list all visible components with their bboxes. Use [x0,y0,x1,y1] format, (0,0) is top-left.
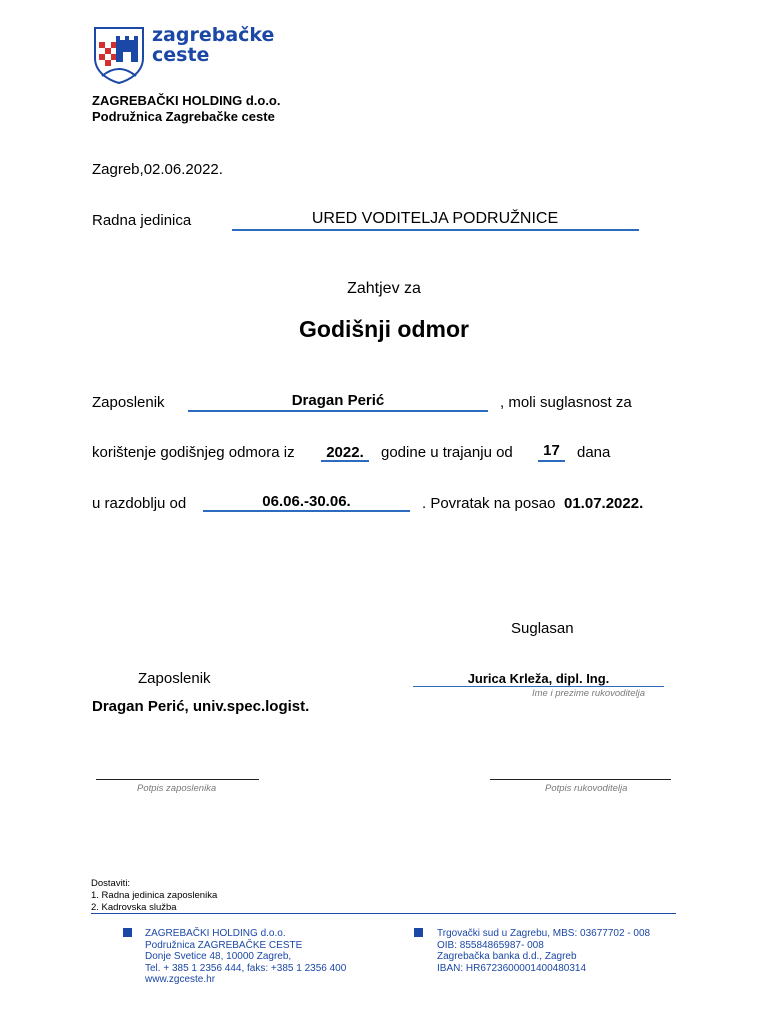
unit-value: URED VODITELJA PODRUŽNICE [311,210,559,227]
footer-right-line: OIB: 85584865987- 008 [437,939,544,951]
footer-website-link[interactable]: www.zgceste.hr [145,974,216,985]
manager-name-hint: Ime i prezime rukovoditelja [532,688,645,699]
manager-name-line [413,686,664,687]
manager-name: Jurica Krleža, dipl. Ing. [467,671,610,686]
footer-right-block [437,928,650,974]
year-value: 2022. [326,444,364,461]
year-field-line [321,460,369,462]
footer-left-block [145,928,346,986]
employee-field-line [188,410,488,412]
manager-signature-hint: Potpis rukovoditelja [545,783,628,794]
footer-left-line: Podružnica ZAGREBAČKE CESTE [145,939,303,951]
footer-right-line: IBAN: HR6723600001400480314 [437,962,587,974]
approval-employee-label: Zaposlenik [138,670,211,687]
footer-right-line: Trgovački sud u Zagrebu, MBS: 03677702 - 008 [437,928,651,939]
delivery-title: Dostaviti: [91,878,131,889]
company-logo [92,24,292,84]
unit-label: Radna jedinica [92,212,192,229]
duration-text: godine u trajanju od [381,444,513,461]
return-date: 01.07.2022. [564,495,644,512]
logo-line-2: ceste [152,44,210,66]
manager-signature-line [490,779,671,780]
employee-signature-hint: Potpis zaposlenika [137,783,217,794]
delivery-item: 2. Kadrovska služba [91,902,177,913]
period-label: u razdoblju od [92,495,187,512]
delivery-block [91,878,217,914]
org-name: ZAGREBAČKI HOLDING d.o.o. [92,93,281,108]
delivery-item: 1. Radna jedinica zaposlenika [91,890,218,901]
footer-right-line: Zagrebačka banka d.d., Zagreb [437,951,577,962]
request-subtitle: Zahtjev za [347,280,421,297]
request-text: , moli suglasnost za [500,394,632,411]
date-line: Zagreb,02.06.2022. [92,161,223,178]
shield-icon [92,24,146,84]
agree-label: Suglasan [511,620,574,637]
logo-line-1: zagrebačke [152,24,275,46]
days-value: 17 [543,442,560,459]
employee-full-name: Dragan Perić, univ.spec.logist. [92,698,310,715]
footer-left-line: Tel. + 385 1 2356 444, faks: +385 1 2356 400 [145,962,347,974]
period-value: 06.06.-30.06. [262,493,351,510]
footer-right-marker-icon [414,928,423,937]
employee-signature-line [96,779,259,780]
return-text: . Povratak na posao [422,495,556,512]
days-unit: dana [577,444,611,461]
request-title: Godišnji odmor [299,316,469,342]
unit-field-line [232,229,639,231]
footer-left-line: Donje Svetice 48, 10000 Zagreb, [145,951,292,962]
footer-left-line: ZAGREBAČKI HOLDING d.o.o. [145,928,286,939]
org-branch: Podružnica Zagrebačke ceste [92,109,275,124]
days-field-line [538,460,565,462]
period-field-line [203,510,410,512]
usage-text: korištenje godišnjeg odmora iz [92,444,295,461]
footer-left-marker-icon [123,928,132,937]
employee-label: Zaposlenik [92,394,165,411]
footer-divider [91,913,676,914]
employee-name: Dragan Perić [291,392,385,409]
logo-wordmark [152,25,274,65]
